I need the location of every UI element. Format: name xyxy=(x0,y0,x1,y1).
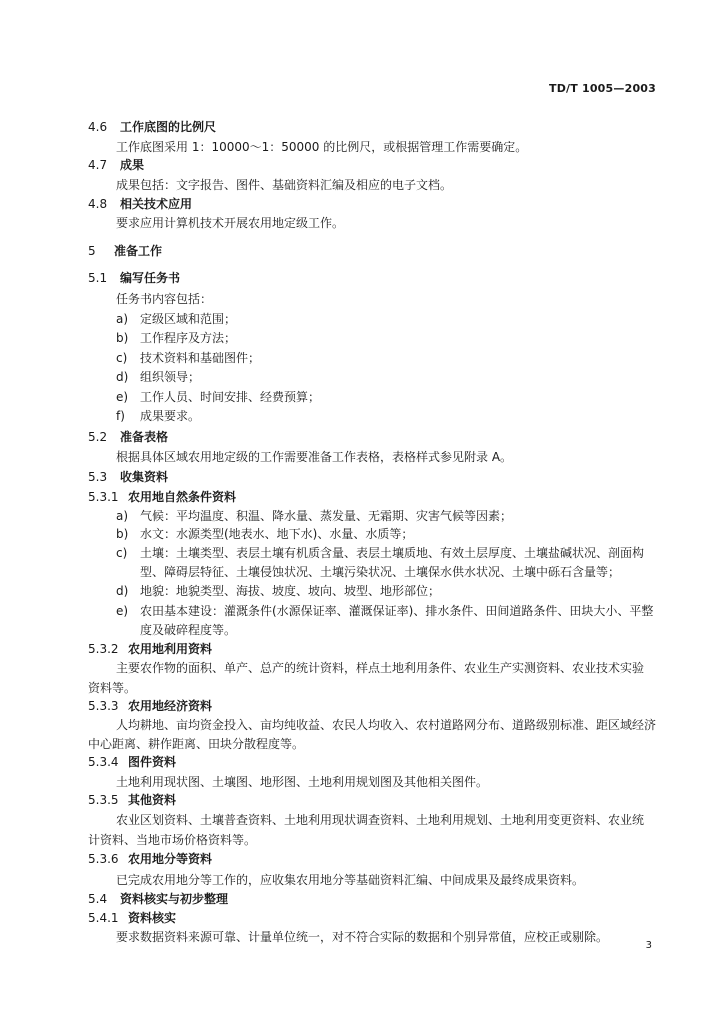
section-number: 5.2 xyxy=(88,430,108,444)
paragraph-line: 资料等。 xyxy=(88,681,137,695)
section-title: 农用地经济资料 xyxy=(128,699,213,713)
section-title: 农用地自然条件资料 xyxy=(128,490,237,504)
list-item-text: 技术资料和基础图件； xyxy=(140,351,261,365)
list-item-text: 定级区域和范围； xyxy=(140,312,237,326)
list-item xyxy=(116,409,200,424)
section-title: 农用地利用资料 xyxy=(128,642,213,656)
list-marker: d) xyxy=(116,370,129,384)
section-number: 5.4.1 xyxy=(88,911,119,925)
paragraph-line: 型、障碍层特征、土壤侵蚀状况、土壤污染状况、土壤保水供水状况、土壤中砾石含量等； xyxy=(140,565,621,579)
section-heading xyxy=(88,699,212,714)
section-heading xyxy=(88,430,168,445)
list-item-text: 农田基本建设：灌溉条件(水源保证率、灌溉保证率)、排水条件、田间道路条件、田块大小、平整 xyxy=(140,604,654,618)
section-number: 5.3.3 xyxy=(88,699,119,713)
section-heading xyxy=(88,158,144,173)
list-item-text: 土壤：土壤类型、表层土壤有机质含量、表层土壤质地、有效土层厚度、土壤盐碱状况、剖面构 xyxy=(140,546,645,560)
section-heading xyxy=(88,120,216,135)
paragraph-line: 已完成农用地分等工作的，应收集农用地分等基础资料汇编、中间成果及最终成果资料。 xyxy=(116,873,585,887)
section-number: 5.3.4 xyxy=(88,755,119,769)
paragraph-line: 度及破碎程度等。 xyxy=(140,623,237,637)
paragraph-line: 要求应用计算机技术开展农用地定级工作。 xyxy=(116,216,345,230)
document-code: TD/T 1005—2003 xyxy=(548,82,656,95)
list-item-text: 水文：水源类型(地表水、地下水)、水量、水质等； xyxy=(140,527,414,541)
list-item xyxy=(116,546,644,561)
section-title: 其他资料 xyxy=(128,793,177,807)
paragraph-line: 要求数据资料来源可靠、计量单位统一，对不符合实际的数据和个别异常值，应校正或剔除。 xyxy=(116,930,609,944)
section-title: 编写任务书 xyxy=(120,271,181,285)
section-heading xyxy=(88,755,176,770)
paragraph-line: 根据具体区域农用地定级的工作需要准备工作表格，表格样式参见附录 A。 xyxy=(116,450,513,464)
paragraph-line: 任务书内容包括： xyxy=(116,292,213,306)
section-number: 5.4 xyxy=(88,892,108,906)
list-marker: c) xyxy=(116,351,128,365)
list-item-text: 工作人员、时间安排、经费预算； xyxy=(140,390,321,404)
section-heading xyxy=(88,911,176,926)
list-marker: e) xyxy=(116,604,129,618)
list-item xyxy=(116,370,200,385)
section-heading xyxy=(88,244,162,259)
paragraph-line: 人均耕地、亩均资金投入、亩均纯收益、农民人均收入、农村道路网分布、道路级别标准、距区域经济 xyxy=(116,718,657,732)
page-number: 3 xyxy=(645,940,652,951)
list-marker: a) xyxy=(116,312,129,326)
list-item xyxy=(116,331,236,346)
section-heading xyxy=(88,197,192,212)
list-marker: b) xyxy=(116,527,129,541)
section-number: 5.3.1 xyxy=(88,490,119,504)
section-number: 5.3 xyxy=(88,470,108,484)
section-title: 成果 xyxy=(120,158,145,172)
list-item xyxy=(116,390,320,405)
list-item-text: 工作程序及方法； xyxy=(140,331,237,345)
list-marker: c) xyxy=(116,546,128,560)
section-title: 工作底图的比例尺 xyxy=(120,120,217,134)
paragraph-line: 中心距离、耕作距离、田块分散程度等。 xyxy=(88,737,305,751)
section-title: 相关技术应用 xyxy=(120,197,193,211)
section-title: 收集资料 xyxy=(120,470,169,484)
section-number: 5.3.6 xyxy=(88,852,119,866)
list-item xyxy=(116,604,653,619)
list-marker: b) xyxy=(116,331,129,345)
list-item-text: 地貌：地貌类型、海拔、坡度、坡向、坡型、地形部位； xyxy=(140,584,441,598)
section-number: 4.8 xyxy=(88,197,108,211)
paragraph-line: 成果包括：文字报告、图件、基础资料汇编及相应的电子文档。 xyxy=(116,178,453,192)
section-number: 5.1 xyxy=(88,271,108,285)
paragraph-line: 工作底图采用 1：10000～1：50000 的比例尺，或根据管理工作需要确定。 xyxy=(116,140,528,154)
list-item xyxy=(116,509,512,524)
paragraph-line: 计资料、当地市场价格资料等。 xyxy=(88,833,257,847)
list-item xyxy=(116,584,440,599)
section-heading xyxy=(88,642,212,657)
list-item-text: 组织领导； xyxy=(140,370,201,384)
section-title: 农用地分等资料 xyxy=(128,852,213,866)
list-marker: f) xyxy=(116,409,125,423)
section-title: 资料核实与初步整理 xyxy=(120,892,229,906)
section-heading xyxy=(88,470,168,485)
section-number: 4.7 xyxy=(88,158,108,172)
section-heading xyxy=(88,793,176,808)
paragraph-line: 土地利用现状图、土壤图、地形图、土地利用规划图及其他相关图件。 xyxy=(116,775,489,789)
list-marker: d) xyxy=(116,584,129,598)
section-heading xyxy=(88,892,228,907)
list-item-text: 成果要求。 xyxy=(140,409,201,423)
section-number: 5.3.5 xyxy=(88,793,119,807)
list-marker: e) xyxy=(116,390,129,404)
list-item-text: 气候：平均温度、积温、降水量、蒸发量、无霜期、灾害气候等因素； xyxy=(140,509,513,523)
list-item xyxy=(116,312,236,327)
list-item xyxy=(116,527,413,542)
section-title: 图件资料 xyxy=(128,755,177,769)
section-heading xyxy=(88,490,236,505)
section-number: 4.6 xyxy=(88,120,108,134)
section-title: 准备工作 xyxy=(114,244,163,258)
section-number: 5.3.2 xyxy=(88,642,119,656)
paragraph-line: 农业区划资料、土壤普查资料、土地利用现状调查资料、土地利用规划、土地利用变更资料、农业统 xyxy=(116,813,645,827)
section-heading xyxy=(88,271,180,286)
section-heading xyxy=(88,852,212,867)
paragraph-line: 主要农作物的面积、单产、总产的统计资料，样点土地利用条件、农业生产实测资料、农业技术实验 xyxy=(116,661,645,675)
section-number: 5 xyxy=(88,244,96,258)
list-item xyxy=(116,351,260,366)
section-title: 准备表格 xyxy=(120,430,169,444)
list-marker: a) xyxy=(116,509,129,523)
section-title: 资料核实 xyxy=(128,911,177,925)
